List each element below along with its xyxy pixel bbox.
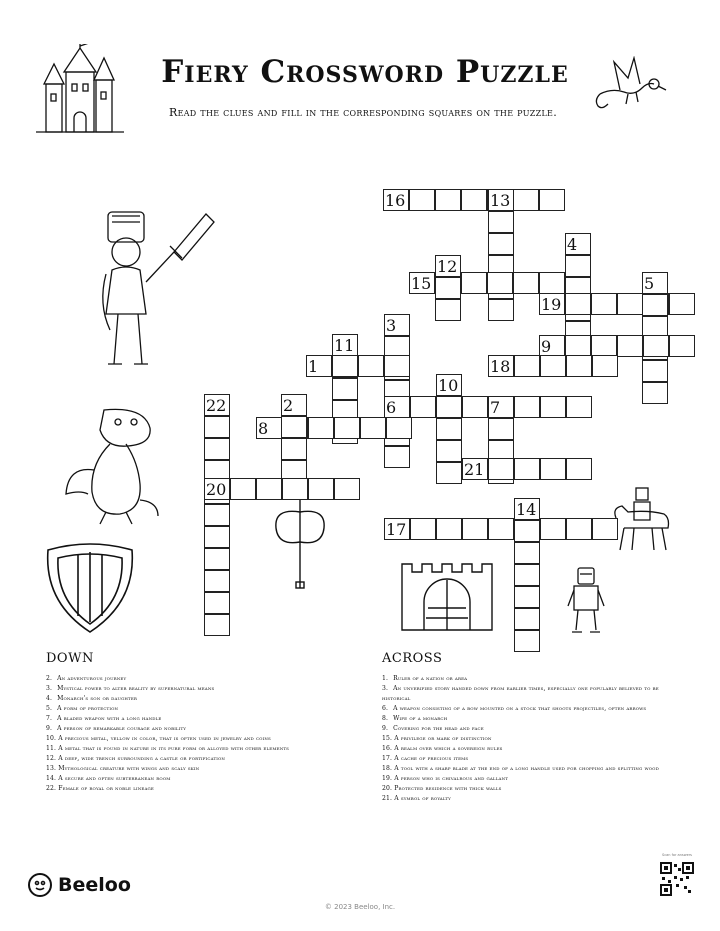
- knight-with-sword-icon: [90, 200, 230, 378]
- grid-cell[interactable]: [409, 272, 435, 294]
- grid-cell[interactable]: [308, 478, 334, 500]
- grid-cell[interactable]: [617, 335, 643, 357]
- grid-cell[interactable]: [334, 417, 360, 439]
- across-clues: [382, 651, 682, 804]
- grid-cell[interactable]: [540, 396, 566, 418]
- grid-cell[interactable]: [592, 355, 618, 377]
- grid-cell[interactable]: [514, 458, 540, 480]
- clue-text: A privilege or mark of distinction: [392, 735, 492, 742]
- clue-text: Covering for the head and face: [391, 725, 484, 732]
- across-clue: [382, 714, 682, 724]
- grid-cell[interactable]: [488, 396, 514, 418]
- grid-cell[interactable]: [591, 335, 617, 357]
- grid-cell[interactable]: [488, 299, 514, 321]
- clue-number: 6.: [382, 705, 389, 712]
- clue-number: 3.: [382, 685, 389, 692]
- grid-cell[interactable]: [358, 355, 384, 377]
- grid-number: 3: [386, 316, 397, 335]
- clue-text: Monarch's son or daughter: [55, 695, 138, 702]
- grid-number: 17: [386, 520, 407, 539]
- grid-cell[interactable]: [514, 355, 540, 377]
- down-heading: DOWN: [46, 651, 94, 666]
- clue-number: 10.: [46, 735, 57, 742]
- grid-cell[interactable]: [514, 630, 540, 652]
- clue-text: A person of remarkable courage and nobility: [55, 725, 187, 732]
- grid-number: 14: [516, 500, 537, 519]
- grid-cell[interactable]: [514, 498, 540, 520]
- brand: [28, 873, 131, 897]
- clue-text: A bladed weapon with a long handle: [55, 715, 162, 722]
- grid-cell[interactable]: [565, 293, 591, 315]
- clue-text: A person who is chivalrous and gallant: [392, 775, 509, 782]
- grid-cell[interactable]: [488, 189, 514, 211]
- copyright: © 2023 Beeloo, Inc.: [324, 903, 396, 911]
- down-clue: [46, 704, 336, 714]
- clue-number: 2.: [46, 675, 53, 682]
- across-clue: [382, 794, 682, 804]
- grid-cell[interactable]: [514, 608, 540, 630]
- grid-cell[interactable]: [306, 355, 332, 377]
- castle-icon: [36, 44, 124, 136]
- grid-cell[interactable]: [565, 233, 591, 255]
- grid-number: 18: [490, 357, 511, 376]
- grid-cell[interactable]: [332, 378, 358, 400]
- grid-cell[interactable]: [410, 518, 436, 540]
- grid-cell[interactable]: [384, 314, 410, 336]
- grid-cell[interactable]: [461, 189, 487, 211]
- grid-cell[interactable]: [308, 417, 334, 439]
- clue-number: 19.: [382, 775, 393, 782]
- grid-cell[interactable]: [462, 458, 488, 480]
- grid-cell[interactable]: [384, 355, 410, 377]
- down-clue: [46, 784, 336, 794]
- across-clue: [382, 744, 682, 754]
- clue-text: A secure and often subterranean room: [56, 775, 171, 782]
- grid-cell[interactable]: [642, 360, 668, 382]
- grid-cell[interactable]: [565, 335, 591, 357]
- grid-cell[interactable]: [435, 277, 461, 299]
- down-clue: [46, 694, 336, 704]
- grid-cell[interactable]: [204, 592, 230, 614]
- grid-cell[interactable]: [566, 355, 592, 377]
- clue-number: 5.: [46, 705, 53, 712]
- grid-number: 7: [490, 398, 501, 417]
- grid-number: 11: [334, 336, 355, 355]
- clue-text: An unverified story handed down from earlier times, especially one popularly believed to be historical: [382, 685, 659, 702]
- clue-number: 22.: [46, 785, 57, 792]
- grid-cell[interactable]: [461, 272, 487, 294]
- grid-cell[interactable]: [384, 396, 410, 418]
- grid-cell[interactable]: [488, 355, 514, 377]
- down-clue: [46, 684, 336, 694]
- clue-text: A form of protection: [55, 705, 119, 712]
- grid-number: 1: [308, 357, 319, 376]
- grid-cell[interactable]: [332, 355, 358, 377]
- clue-text: A tool with a sharp blade at the end of a long handle used for chopping and splitting wood: [392, 765, 659, 772]
- grid-number: 15: [411, 274, 432, 293]
- grid-cell[interactable]: [540, 355, 566, 377]
- grid-cell[interactable]: [514, 586, 540, 608]
- grid-cell[interactable]: [488, 518, 514, 540]
- grid-cell[interactable]: [436, 418, 462, 440]
- clue-number: 9.: [46, 725, 53, 732]
- clue-number: 3.: [46, 685, 53, 692]
- across-clue: [382, 704, 682, 714]
- grid-cell[interactable]: [410, 396, 436, 418]
- qr-caption: Scan for answers: [661, 853, 692, 857]
- grid-cell[interactable]: [282, 478, 308, 500]
- castle-gate-icon: [398, 552, 496, 632]
- grid-cell[interactable]: [642, 294, 668, 316]
- baby-dragon-icon: [60, 400, 164, 528]
- down-clue: [46, 724, 336, 734]
- clue-text: Mystical power to alter reality by supernatural means: [55, 685, 215, 692]
- grid-number: 19: [541, 295, 562, 314]
- across-clue: [382, 784, 682, 794]
- grid-cell[interactable]: [386, 417, 412, 439]
- down-clue: [46, 744, 336, 754]
- grid-cell[interactable]: [332, 334, 358, 356]
- grid-cell[interactable]: [436, 396, 462, 418]
- grid-cell[interactable]: [256, 417, 282, 439]
- qr-code-icon[interactable]: [660, 862, 694, 896]
- down-clue: [46, 674, 336, 684]
- clue-number: 1.: [382, 675, 389, 682]
- across-clue: [382, 734, 682, 744]
- down-clue: [46, 734, 336, 744]
- grid-number: 5: [644, 274, 655, 293]
- grid-cell[interactable]: [204, 478, 230, 500]
- clue-number: 9.: [382, 725, 389, 732]
- grid-cell[interactable]: [360, 417, 386, 439]
- grid-cell[interactable]: [514, 542, 540, 564]
- grid-cell[interactable]: [566, 396, 592, 418]
- grid-cell[interactable]: [514, 396, 540, 418]
- grid-cell[interactable]: [384, 446, 410, 468]
- grid-cell[interactable]: [513, 272, 539, 294]
- grid-cell[interactable]: [566, 458, 592, 480]
- clue-number: 12.: [46, 755, 57, 762]
- across-clue: [382, 754, 682, 764]
- grid-number: 8: [258, 419, 269, 438]
- grid-number: 4: [567, 235, 578, 254]
- clue-number: 11.: [46, 745, 57, 752]
- grid-cell[interactable]: [513, 189, 539, 211]
- across-clue: [382, 774, 682, 784]
- down-clue: [46, 774, 336, 784]
- grid-cell[interactable]: [642, 382, 668, 404]
- grid-cell[interactable]: [384, 518, 410, 540]
- grid-cell[interactable]: [409, 189, 435, 211]
- clue-text: An adventurous journey: [55, 675, 127, 682]
- clue-text: A cache of precious items: [392, 755, 469, 762]
- grid-cell[interactable]: [435, 255, 461, 277]
- clue-number: 7.: [46, 715, 53, 722]
- grid-number: 12: [437, 257, 458, 276]
- grid-cell[interactable]: [436, 374, 462, 396]
- grid-cell[interactable]: [540, 518, 566, 540]
- clue-text: A symbol of royalty: [392, 795, 451, 802]
- clue-text: A realm over which a sovereign rules: [392, 745, 503, 752]
- grid-cell[interactable]: [334, 478, 360, 500]
- clue-number: 21.: [382, 795, 393, 802]
- grid-cell[interactable]: [256, 478, 282, 500]
- clue-number: 13.: [46, 765, 57, 772]
- across-clue: [382, 674, 682, 684]
- grid-cell[interactable]: [643, 335, 669, 357]
- clue-text: A weapon consisting of a bow mounted on a stock that shoots projectiles, often arrows: [391, 705, 647, 712]
- across-clue: [382, 764, 682, 774]
- grid-cell[interactable]: [488, 418, 514, 440]
- grid-number: 20: [206, 480, 227, 499]
- grid-cell[interactable]: [436, 462, 462, 484]
- grid-cell[interactable]: [669, 293, 695, 315]
- grid-cell[interactable]: [565, 255, 591, 277]
- grid-cell[interactable]: [514, 520, 540, 542]
- clue-number: 16.: [382, 745, 393, 752]
- grid-cell[interactable]: [669, 335, 695, 357]
- grid-cell[interactable]: [204, 416, 230, 438]
- clue-number: 14.: [46, 775, 57, 782]
- grid-number: 22: [206, 396, 227, 415]
- grid-cell[interactable]: [462, 518, 488, 540]
- down-clue: [46, 714, 336, 724]
- grid-cell[interactable]: [281, 416, 307, 438]
- clue-text: A metal that is found in nature in its pure form or alloyed with other elements: [56, 745, 290, 752]
- grid-cell[interactable]: [487, 272, 513, 294]
- clue-text: A precious metal, yellow in color, that is often used in jewelry and coins: [56, 735, 271, 742]
- grid-cell[interactable]: [204, 548, 230, 570]
- grid-number: 2: [283, 396, 294, 415]
- small-knight-icon: [564, 566, 608, 636]
- grid-cell[interactable]: [540, 458, 566, 480]
- grid-cell[interactable]: [204, 438, 230, 460]
- clue-text: Mythological creature with wings and scaly skin: [56, 765, 200, 772]
- across-clue: [382, 684, 682, 704]
- beeloo-logo-icon: [28, 873, 52, 897]
- grid-number: 13: [490, 191, 511, 210]
- grid-cell[interactable]: [383, 189, 409, 211]
- clue-text: Wife of a monarch: [391, 715, 448, 722]
- grid-cell[interactable]: [539, 189, 565, 211]
- grid-number: 21: [464, 460, 485, 479]
- down-clues: [46, 651, 336, 794]
- shield-icon: [40, 540, 140, 636]
- grid-cell[interactable]: [514, 564, 540, 586]
- grid-cell[interactable]: [566, 518, 592, 540]
- clue-text: Ruler of a nation or area: [391, 675, 468, 682]
- clue-number: 17.: [382, 755, 393, 762]
- across-heading: ACROSS: [382, 651, 443, 666]
- grid-cell[interactable]: [642, 272, 668, 294]
- grid-cell[interactable]: [617, 293, 643, 315]
- knight-on-horse-icon: [610, 484, 674, 554]
- clue-number: 4.: [46, 695, 53, 702]
- brand-name: Beeloo: [58, 874, 131, 896]
- grid-cell[interactable]: [488, 233, 514, 255]
- grid-cell[interactable]: [591, 293, 617, 315]
- page-title: Fiery Crossword Puzzle: [161, 54, 569, 90]
- clue-text: Female of royal or noble lineage: [56, 785, 154, 792]
- clue-number: 15.: [382, 735, 393, 742]
- grid-cell[interactable]: [435, 189, 461, 211]
- grid-cell[interactable]: [592, 518, 618, 540]
- grid-cell[interactable]: [436, 440, 462, 462]
- grid-cell[interactable]: [539, 335, 565, 357]
- grid-number: 16: [385, 191, 406, 210]
- grid-cell[interactable]: [435, 299, 461, 321]
- grid-cell[interactable]: [488, 211, 514, 233]
- down-clue: [46, 764, 336, 774]
- grid-cell[interactable]: [204, 394, 230, 416]
- clue-text: Protected residence with thick walls: [392, 785, 502, 792]
- grid-cell[interactable]: [436, 518, 462, 540]
- grid-cell[interactable]: [539, 272, 565, 294]
- grid-cell[interactable]: [204, 504, 230, 526]
- across-clue: [382, 724, 682, 734]
- grid-cell[interactable]: [204, 526, 230, 548]
- clue-number: 18.: [382, 765, 393, 772]
- clue-number: 20.: [382, 785, 393, 792]
- page-subtitle: Read the clues and fill in the corresponding squares on the puzzle.: [169, 106, 557, 119]
- grid-cell[interactable]: [281, 438, 307, 460]
- grid-cell[interactable]: [462, 396, 488, 418]
- grid-cell[interactable]: [488, 458, 514, 480]
- grid-number: 10: [438, 376, 459, 395]
- clue-number: 8.: [382, 715, 389, 722]
- grid-cell[interactable]: [230, 478, 256, 500]
- grid-cell[interactable]: [281, 394, 307, 416]
- grid-cell[interactable]: [539, 293, 565, 315]
- battle-axe-icon: [270, 496, 330, 592]
- grid-number: 9: [541, 337, 552, 356]
- grid-number: 6: [386, 398, 397, 417]
- down-clue: [46, 754, 336, 764]
- clue-text: A deep, wide trench surrounding a castle or fortification: [56, 755, 226, 762]
- grid-cell[interactable]: [204, 570, 230, 592]
- dragon-flying-icon: [590, 56, 670, 114]
- grid-cell[interactable]: [204, 614, 230, 636]
